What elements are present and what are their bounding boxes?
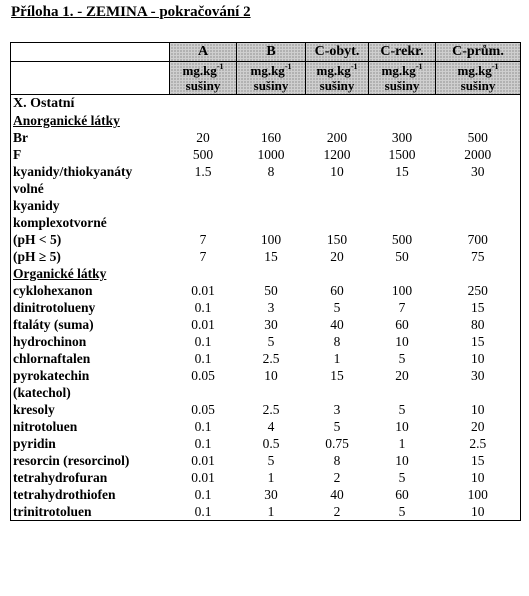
limits-table: [10, 42, 521, 521]
limit-value: 8: [333, 334, 341, 349]
limit-value: 7: [398, 300, 406, 315]
limit-value: [306, 197, 369, 214]
limit-value: 2.5: [262, 402, 280, 417]
limit-value: 0.01: [191, 470, 215, 485]
limit-value: 5: [267, 453, 275, 468]
limit-value: 500: [436, 129, 521, 146]
limit-value: 10: [395, 419, 409, 434]
empty-cell: [436, 265, 521, 282]
limit-value: 30: [264, 487, 278, 502]
section-row: [11, 95, 521, 113]
substance-name: kyanidy: [11, 197, 170, 214]
unit-main: mg.kg: [381, 63, 416, 78]
table-row: [11, 231, 521, 248]
unit-sup: -1: [350, 61, 358, 71]
section-title: X. Ostatní: [11, 95, 521, 113]
limit-value: 3: [267, 300, 275, 315]
group-title: Organické látky: [11, 265, 170, 282]
unit-sup: -1: [415, 61, 423, 71]
substance-name: chlornaftalen: [11, 350, 170, 367]
limit-value: 15: [264, 249, 278, 264]
table-row: [11, 316, 521, 333]
table-row: [11, 469, 521, 486]
limit-value: 50: [395, 249, 409, 264]
header-corner-lower: [11, 62, 170, 95]
limit-value: 5: [333, 300, 341, 315]
substance-name: kresoly: [11, 401, 170, 418]
limit-value: [170, 197, 237, 214]
limit-value: 60: [395, 487, 409, 502]
limit-value: 1500: [388, 147, 416, 162]
limit-value: 1: [333, 351, 341, 366]
table-row: [11, 129, 521, 146]
limit-value: 100: [436, 486, 521, 503]
limit-value: 60: [395, 317, 409, 332]
limit-value: [369, 180, 436, 197]
table-row: [11, 333, 521, 350]
limit-value: 10: [395, 453, 409, 468]
limit-value: 5: [333, 419, 341, 434]
empty-cell: [306, 112, 369, 129]
substance-name: (pH ≥ 5): [11, 248, 170, 265]
limit-value: 0.01: [191, 317, 215, 332]
limit-value: 80: [436, 316, 521, 333]
substance-name: pyridin: [11, 435, 170, 452]
limit-value: 1.5: [194, 164, 212, 179]
limit-value: 0.1: [194, 419, 212, 434]
limit-value: 3: [333, 402, 341, 417]
limit-value: 30: [436, 163, 521, 180]
unit-sub: sušiny: [185, 78, 221, 93]
column-header: C-prům.: [436, 43, 521, 62]
substance-name: pyrokatechin: [11, 367, 170, 384]
limit-value: [237, 384, 306, 401]
limit-value: [436, 214, 521, 231]
limit-value: 40: [330, 487, 344, 502]
limit-value: 7: [199, 232, 207, 247]
unit-sub: sušiny: [460, 78, 496, 93]
table-row: [11, 299, 521, 316]
limit-value: 250: [436, 282, 521, 299]
limit-value: [306, 384, 369, 401]
column-header: C-obyt.: [306, 43, 369, 62]
limit-value: 5: [398, 470, 406, 485]
limit-value: 2000: [436, 146, 521, 163]
unit-sub: sušiny: [384, 78, 420, 93]
limit-value: 200: [326, 130, 348, 145]
substance-name: trinitrotoluen: [11, 503, 170, 521]
limit-value: [436, 180, 521, 197]
limit-value: 7: [199, 249, 207, 264]
empty-cell: [369, 112, 436, 129]
table-row: [11, 503, 521, 521]
limit-value: 2: [306, 503, 369, 521]
limit-value: 20: [436, 418, 521, 435]
limit-value: 500: [192, 147, 214, 162]
limit-value: 15: [436, 333, 521, 350]
limit-value: 8: [267, 164, 275, 179]
limit-value: 0.1: [194, 436, 212, 451]
limit-value: [306, 214, 369, 231]
limit-value: [436, 197, 521, 214]
unit-sup: -1: [216, 61, 224, 71]
empty-cell: [170, 265, 237, 282]
limit-value: 10: [436, 401, 521, 418]
table-row: [11, 452, 521, 469]
empty-cell: [436, 112, 521, 129]
substance-name: nitrotoluen: [11, 418, 170, 435]
group-header-row: [11, 265, 521, 282]
substance-name: cyklohexanon: [11, 282, 170, 299]
header-corner: [11, 43, 170, 62]
column-header: B: [237, 43, 306, 62]
limit-value: 15: [395, 164, 409, 179]
table-row: [11, 350, 521, 367]
limit-value: 1: [267, 470, 275, 485]
limit-value: 10: [395, 334, 409, 349]
substance-name: resorcin (resorcinol): [11, 452, 170, 469]
table-row: [11, 367, 521, 384]
unit-header: [237, 62, 306, 95]
limit-value: [306, 180, 369, 197]
limit-value: [170, 214, 237, 231]
limit-value: 100: [391, 283, 413, 298]
group-header-row: [11, 112, 521, 129]
column-header: A: [170, 43, 237, 62]
table-row: [11, 197, 521, 214]
table-row: [11, 486, 521, 503]
unit-sub: sušiny: [253, 78, 289, 93]
limit-value: 40: [330, 317, 344, 332]
limit-value: 10: [436, 469, 521, 486]
limit-value: 1000: [257, 147, 285, 162]
limit-value: 30: [436, 367, 521, 384]
substance-name: volné: [11, 180, 170, 197]
substance-name: hydrochinon: [11, 333, 170, 350]
table-row: [11, 282, 521, 299]
substance-name: tetrahydrofuran: [11, 469, 170, 486]
limit-value: 300: [391, 130, 413, 145]
limit-value: 160: [260, 130, 282, 145]
limit-value: 1: [237, 503, 306, 521]
table-row: [11, 248, 521, 265]
table-row: [11, 180, 521, 197]
limit-value: [436, 384, 521, 401]
limit-value: 500: [391, 232, 413, 247]
table-row: [11, 418, 521, 435]
limit-value: 0.1: [194, 351, 212, 366]
limit-value: 0.75: [325, 436, 349, 451]
limit-value: 15: [436, 299, 521, 316]
table-row: [11, 163, 521, 180]
limit-value: 700: [436, 231, 521, 248]
unit-header: [369, 62, 436, 95]
limit-value: 0.1: [170, 503, 237, 521]
substance-name: (pH < 5): [11, 231, 170, 248]
limit-value: 20: [395, 368, 409, 383]
limit-value: 0.5: [262, 436, 280, 451]
limit-value: 30: [264, 317, 278, 332]
limit-value: [170, 384, 237, 401]
limit-value: [237, 214, 306, 231]
limit-value: [170, 180, 237, 197]
substance-name: dinitrotolueny: [11, 299, 170, 316]
empty-cell: [237, 112, 306, 129]
limit-value: 2: [333, 470, 341, 485]
limit-value: 20: [330, 249, 344, 264]
limit-value: [237, 197, 306, 214]
table-row: [11, 384, 521, 401]
limit-value: 10: [436, 503, 521, 521]
header-row-units: [11, 62, 521, 95]
limit-value: 0.01: [191, 283, 215, 298]
limit-value: 50: [264, 283, 278, 298]
limit-value: 10: [264, 368, 278, 383]
limit-value: 10: [436, 350, 521, 367]
empty-cell: [170, 112, 237, 129]
limit-value: 20: [196, 130, 210, 145]
limit-value: 60: [330, 283, 344, 298]
substance-name: ftaláty (suma): [11, 316, 170, 333]
substance-name: F: [11, 146, 170, 163]
header-row-columns: [11, 43, 521, 62]
limit-value: 15: [436, 452, 521, 469]
limit-value: 15: [330, 368, 344, 383]
limit-value: 5: [267, 334, 275, 349]
unit-sub: sušiny: [319, 78, 355, 93]
unit-header: [170, 62, 237, 95]
empty-cell: [237, 265, 306, 282]
limit-value: [369, 384, 436, 401]
unit-main: mg.kg: [457, 63, 492, 78]
limit-value: 1200: [323, 147, 351, 162]
empty-cell: [306, 265, 369, 282]
limit-value: 10: [330, 164, 344, 179]
limit-value: 8: [333, 453, 341, 468]
limit-value: 2.5: [262, 351, 280, 366]
table-row: [11, 214, 521, 231]
unit-main: mg.kg: [182, 63, 217, 78]
limit-value: 5: [369, 503, 436, 521]
unit-main: mg.kg: [250, 63, 285, 78]
column-header: C-rekr.: [369, 43, 436, 62]
unit-sup: -1: [491, 61, 499, 71]
unit-header: [306, 62, 369, 95]
limit-value: 150: [326, 232, 348, 247]
limit-value: 5: [398, 351, 406, 366]
page-title: Příloha 1. - ZEMINA - pokračování 2: [11, 4, 251, 20]
table-row: [11, 435, 521, 452]
limit-value: 2.5: [436, 435, 521, 452]
substance-name: kyanidy/thiokyanáty: [11, 163, 170, 180]
limit-value: 0.1: [194, 487, 212, 502]
limit-value: 0.1: [194, 300, 212, 315]
limit-value: [369, 214, 436, 231]
limit-value: [237, 180, 306, 197]
substance-name: Br: [11, 129, 170, 146]
limit-value: 4: [267, 419, 275, 434]
substance-name: tetrahydrothiofen: [11, 486, 170, 503]
unit-header: [436, 62, 521, 95]
table-row: [11, 401, 521, 418]
limit-value: 100: [260, 232, 282, 247]
empty-cell: [369, 265, 436, 282]
limit-value: 5: [398, 402, 406, 417]
unit-sup: -1: [284, 61, 292, 71]
limit-value: 0.01: [191, 453, 215, 468]
limit-value: 0.05: [191, 368, 215, 383]
substance-name: (katechol): [11, 384, 170, 401]
substance-name: komplexotvorné: [11, 214, 170, 231]
limit-value: 0.1: [194, 334, 212, 349]
limit-value: [369, 197, 436, 214]
table-row: [11, 146, 521, 163]
unit-main: mg.kg: [316, 63, 351, 78]
limit-value: 0.05: [191, 402, 215, 417]
limit-value: 75: [436, 248, 521, 265]
limit-value: 1: [398, 436, 406, 451]
group-title: Anorganické látky: [11, 112, 170, 129]
